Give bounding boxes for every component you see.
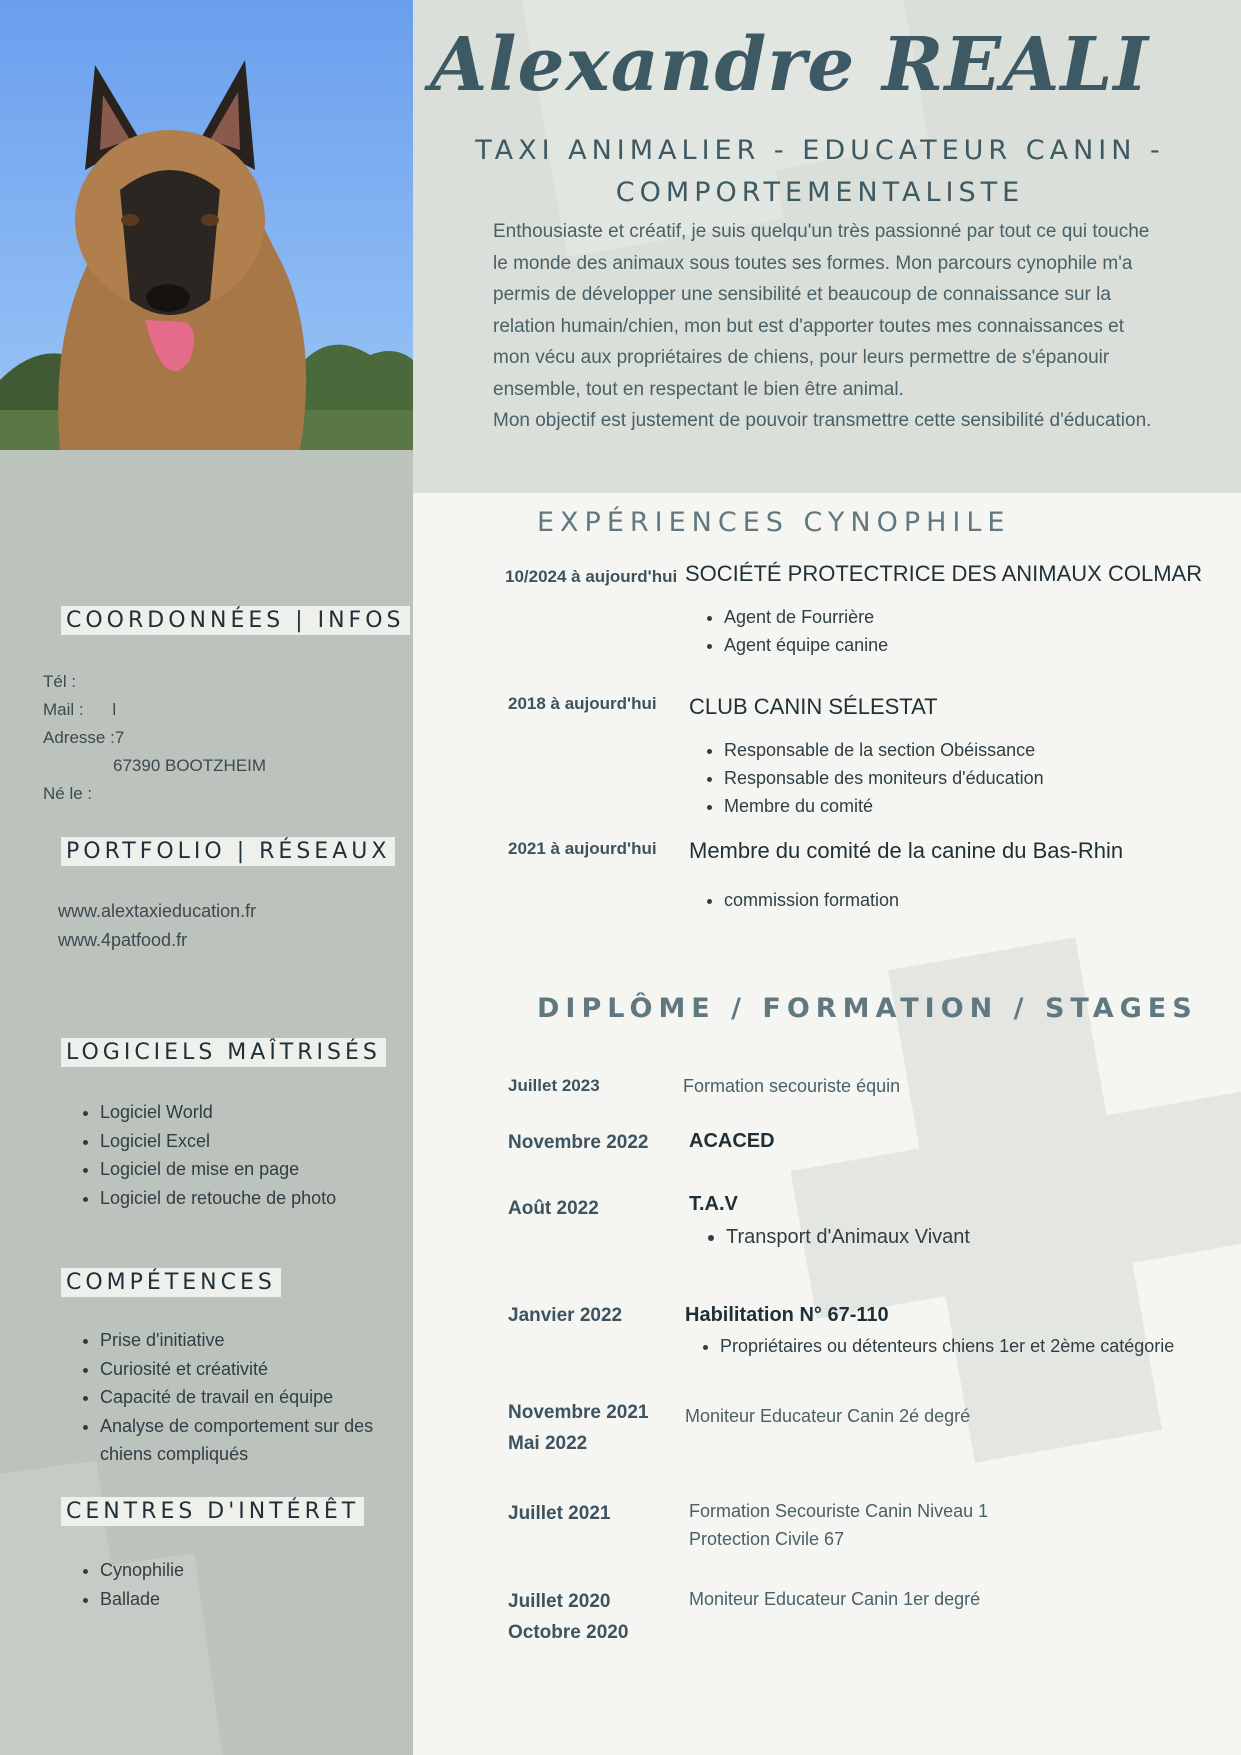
list-item: • Cynophilie xyxy=(100,1556,184,1585)
job-title-line1: TAXI ANIMALIER - EDUCATEUR CANIN - xyxy=(475,135,1165,166)
phone-row xyxy=(43,668,266,696)
software-list xyxy=(60,1098,336,1212)
links-list xyxy=(58,897,256,955)
education-text: ACACED xyxy=(689,1130,775,1152)
list-item: • Ballade xyxy=(100,1585,184,1614)
mail-value[interactable]: l xyxy=(112,700,117,719)
intro-paragraph: Enthousiaste et créatif, je suis quelqu'un très passionné par tout ce qui touche le monde des animaux sous toutes ses formes. Mon parcours cynophile m'a permis de développer une sensibilité et beaucoup de connaissance sur la relation humain/chien, mon but est d'apporter toutes mes connaissances et mon vécu aux propriétaires de chiens, pour leurs permettre de s'épanouir ensemble, tout en respectant le bien être animal. xyxy=(493,221,1150,400)
list-item: • Analyse de comportement sur des chiens compliqués xyxy=(100,1412,400,1469)
education-text: T.A.V xyxy=(689,1193,738,1215)
website-link[interactable]: www.alextaxieducation.fr xyxy=(58,901,257,921)
education-date: Juillet 2021 xyxy=(508,1503,611,1524)
portfolio-title: PORTFOLIO | RÉSEAUX xyxy=(61,837,395,866)
interests-list xyxy=(60,1556,184,1613)
list-item: • Agent de Fourrière xyxy=(724,603,888,631)
software-title: LOGICIELS MAÎTRISÉS xyxy=(61,1038,386,1067)
list-item: • Responsable de la section Obéissance xyxy=(724,736,1044,764)
list-item: • Propriétaires ou détenteurs chiens 1er et 2ème catégorie xyxy=(720,1332,1174,1360)
contact-info xyxy=(43,668,266,808)
education-date xyxy=(508,1397,648,1459)
education-text: Moniteur Educateur Canin 1er degré xyxy=(689,1589,981,1609)
education-date xyxy=(508,1586,628,1648)
address-label: Adresse : xyxy=(43,728,115,747)
education-date: Août 2022 xyxy=(508,1198,599,1219)
education-text: Formation secouriste équin xyxy=(683,1076,901,1096)
education-text: Moniteur Educateur Canin 2é degré xyxy=(685,1406,971,1426)
education-text-line: Protection Civile 67 xyxy=(689,1529,845,1549)
person-name: Alexandre REALI xyxy=(430,22,1150,108)
skills-list xyxy=(60,1326,400,1469)
website-link[interactable]: www.4patfood.fr xyxy=(58,930,188,950)
contact-title: COORDONNÉES | INFOS xyxy=(61,606,410,635)
interests-title: CENTRES D'INTÉRÊT xyxy=(61,1497,364,1526)
job-title xyxy=(460,130,1180,214)
address-row xyxy=(43,724,266,752)
date-end: Octobre 2020 xyxy=(508,1622,629,1643)
list-item: • Logiciel World xyxy=(100,1098,336,1127)
education-text-line: Formation Secouriste Canin Niveau 1 xyxy=(689,1501,989,1521)
intro-text xyxy=(493,216,1153,437)
list-item: • Capacité de travail en équipe xyxy=(100,1383,400,1412)
list-item: • Responsable des moniteurs d'éducation xyxy=(724,764,1044,792)
experience-date: 2018 à aujourd'hui xyxy=(508,694,657,713)
experience-bullets xyxy=(686,603,888,659)
experience-bullets xyxy=(686,886,899,914)
education-date: Novembre 2022 xyxy=(508,1132,649,1153)
born-label: Né le : xyxy=(43,784,93,803)
list-item: • Logiciel Excel xyxy=(100,1127,336,1156)
date-start: Novembre 2021 xyxy=(508,1402,649,1423)
education-date: Juillet 2023 xyxy=(508,1076,600,1095)
mail-label: Mail : xyxy=(43,700,84,719)
education-bullets xyxy=(688,1223,970,1251)
education-text: Habilitation N° 67-110 xyxy=(685,1304,889,1326)
date-start: Juillet 2020 xyxy=(508,1591,611,1612)
experience-date: 2021 à aujourd'hui xyxy=(508,839,657,858)
list-item: • Agent équipe canine xyxy=(724,631,888,659)
experience-bullets xyxy=(686,736,1044,820)
mail-row xyxy=(43,696,266,724)
experience-org: CLUB CANIN SÉLESTAT xyxy=(689,694,938,719)
education-date: Janvier 2022 xyxy=(508,1305,623,1326)
address-city: 67390 BOOTZHEIM xyxy=(113,756,267,775)
list-item: • Curiosité et créativité xyxy=(100,1355,400,1384)
list-item: • Logiciel de retouche de photo xyxy=(100,1184,336,1213)
dog-photo-illustration xyxy=(0,0,413,450)
experience-org: SOCIÉTÉ PROTECTRICE DES ANIMAUX COLMAR xyxy=(685,561,1203,586)
experience-title: EXPÉRIENCES CYNOPHILE xyxy=(537,507,1011,538)
profile-photo xyxy=(0,0,413,450)
list-item: • Prise d'initiative xyxy=(100,1326,400,1355)
list-item: • commission formation xyxy=(724,886,899,914)
phone-label: Tél : xyxy=(43,672,77,691)
education-title: DIPLÔME / FORMATION / STAGES xyxy=(537,993,1198,1024)
date-end: Mai 2022 xyxy=(508,1433,588,1454)
skills-title: COMPÉTENCES xyxy=(61,1268,281,1297)
intro-paragraph: Mon objectif est justement de pouvoir transmettre cette sensibilité d'éducation. xyxy=(493,410,1152,431)
education-bullets xyxy=(682,1332,1174,1360)
list-item: • Transport d'Animaux Vivant xyxy=(726,1223,970,1251)
job-title-line2: COMPORTEMENTALISTE xyxy=(615,177,1025,208)
experience-org: Membre du comité de la canine du Bas-Rhin xyxy=(689,838,1124,863)
education-text xyxy=(689,1497,988,1553)
address-value: 7 xyxy=(114,728,125,747)
list-item: • Membre du comité xyxy=(724,792,1044,820)
experience-date: 10/2024 à aujourd'hui xyxy=(505,567,678,586)
list-item: • Logiciel de mise en page xyxy=(100,1155,336,1184)
